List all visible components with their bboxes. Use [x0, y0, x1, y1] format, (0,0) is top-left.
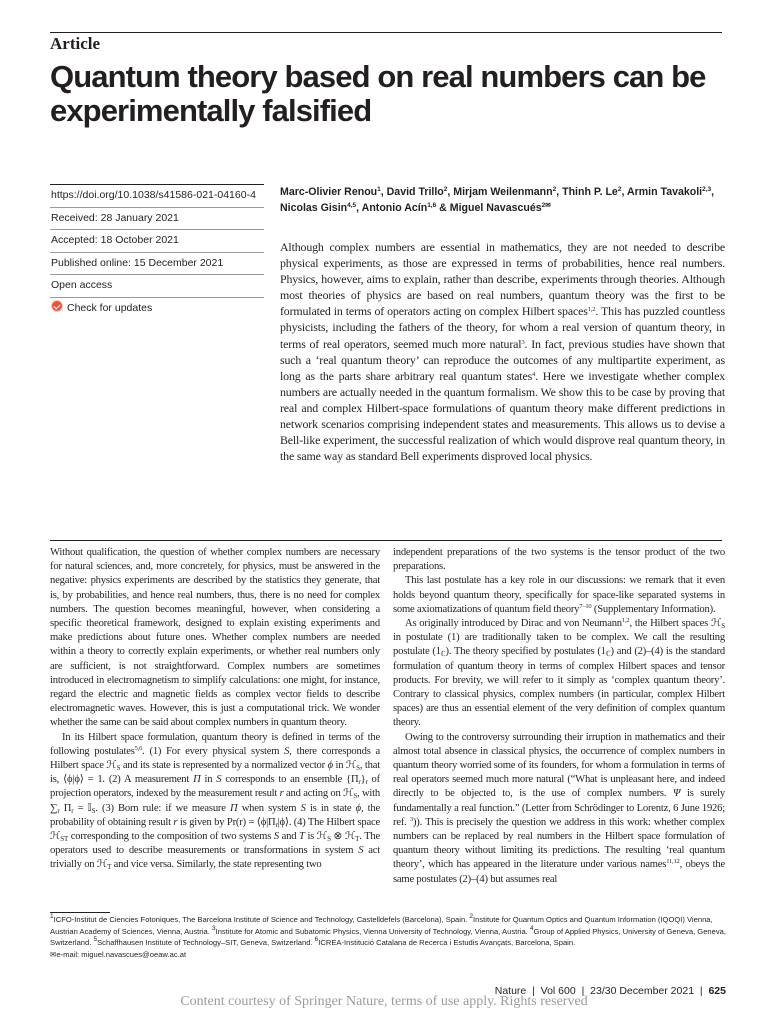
- check-for-updates-label: Check for updates: [67, 301, 153, 314]
- body-column-left: [50, 546, 380, 873]
- citation-marker[interactable]: 5,6: [134, 744, 143, 752]
- footer-separator: |: [532, 985, 535, 997]
- email-icon: ✉: [50, 949, 57, 959]
- citation-marker[interactable]: 3: [409, 815, 413, 823]
- accepted-date: Accepted: 18 October 2021: [50, 229, 264, 252]
- issue-date: 23/30 December 2021: [590, 985, 695, 997]
- courtesy-watermark: Content courtesy of Springer Nature, terms of use apply. Rights reserved: [180, 994, 588, 1009]
- author-affiliation-marker: 2: [552, 186, 557, 193]
- author-name[interactable]: Miguel Navascués: [449, 201, 542, 214]
- received-date: Received: 28 January 2021: [50, 207, 264, 230]
- citation-marker[interactable]: 11,12: [666, 858, 680, 866]
- top-rule: [50, 32, 722, 33]
- citation-marker[interactable]: 3: [521, 338, 525, 346]
- abstract-text: . Here we investigate whether complex numbers are actually needed in the quantum formalism. We show this to be case by proving that real and complex Hilbert-space formulations of quantum theory make different predictions in network scenarios comprising independent states and measurements. This allows us to devise a Bell-like experiment, the successful realization of which would disprove real quantum theory, in the same way as standard Bell experiments disproved local physics.: [280, 368, 725, 464]
- citation-marker[interactable]: 7–10: [579, 602, 592, 610]
- body-paragraph: independent preparations of the two systems is the tensor product of the two preparations.: [393, 547, 725, 573]
- open-access-label: Open access: [50, 274, 264, 297]
- abstract-text: . In fact, previous studies have shown that such a ‘real quantum theory’ can reproduce the outcomes of any multipartite experiment, as long as the parts share arbitrary real quantum states: [280, 336, 725, 383]
- abstract: [280, 239, 725, 464]
- body-paragraph: As originally introduced by Dirac and von Neumann$^{1,2}$, the Hilbert spaces ℋ$_S$ in postulate (1) are traditionally taken to be complex. We call the resulting postulate $(1_ℂ)$. The theory specified by postulates $(1_ℂ)$ and (2)–(4) is the standard formulation of quantum theory in terms of complex Hilbert spaces and tensor products. For brevity, we will refer to it simply as ‘complex quantum theory’. Contrary to classical physics, complex numbers (in particular, complex Hilbert spaces) are thus an essential element of the very definition of complex quantum theory.: [393, 617, 725, 729]
- body-paragraph: This last postulate has a key role in our discussions: we remark that it even holds beyond quantum theory, specifically for space-like separated systems in some axiomatizations of quantum field theory$^{7-10}$ (Supplementary Information).: [393, 575, 725, 615]
- footnote-rule: [50, 912, 110, 913]
- check-for-updates-link[interactable]: [50, 297, 264, 320]
- affiliations: [50, 914, 730, 960]
- article-title: Quantum theory based on real numbers can be experimentally falsified: [50, 59, 706, 128]
- footer-separator: |: [581, 985, 585, 997]
- author-affiliation-marker: 2✉: [541, 201, 551, 209]
- footer-separator: |: [699, 985, 703, 997]
- author-name[interactable]: Marc-Olivier Renou: [280, 186, 378, 198]
- body-paragraph: Without qualification, the question of whether complex numbers are necessary for natural sciences, and, more concretely, for physics, must be answered in the negative: physics experiments are described by the statistics they generate, that is, by probabilities, and hence real numbers, thus, there is no need for complex numbers. The question becomes meaningful, however, when considering a specific theoretical framework, designed to explain existing experiments and make predictions about future ones. Whether complex numbers are needed within a theory to correctly explain experiments, or whether real numbers only are sufficient, is not straightforward. Complex numbers are sometimes introduced in electromagnetism to simplify calculations: one might, for instance, regard the electric and magnetic fields as complex vector fields to describe electromagnetic waves. However, this is just a computational trick. We wonder whether the same can be said about complex numbers in quantum theory.: [50, 547, 380, 729]
- citation-marker[interactable]: 4: [532, 370, 536, 378]
- page-number: 625: [708, 985, 726, 997]
- body-paragraph: Owing to the controversy surrounding their irruption in mathematics and their almost total absence in classical physics, the occurrence of complex numbers in quantum theory worried some of its founders, for whom a formulation in terms of real operators seemed much more natural (“What is unpleasant here, and indeed directly to be objected to, is the use of complex numbers. Ψ is surely fundamentally a real function.” (Letter from Schrödinger to Lorentz, 6 June 1926; ref. $^3$)). This is precisely the question we address in this work: whether complex numbers can be replaced by real numbers in the Hilbert space formulation of quantum theory without limiting its predictions. The resulting ‘real quantum theory’, which has appeared in the literature under various names$^{11,12}$, obeys the same postulates (2)–(4) but assumes real: [393, 731, 725, 885]
- author-affiliation-marker: 2: [617, 186, 622, 193]
- body-column-right: [393, 546, 725, 887]
- author-name[interactable]: Mirjam Weilenmann: [453, 186, 553, 198]
- article-metadata: [50, 184, 264, 320]
- journal-volume: Vol 600: [540, 985, 576, 997]
- author-name[interactable]: David Trillo: [386, 186, 444, 198]
- body-paragraph: In its Hilbert space formulation, quantum theory is defined in terms of the following postulates$^{5,6}$. (1) For every physical system S, there corresponds a Hilbert space ℋ$_S$ and its state is represented by a normalized vector ϕ in ℋ$_S$, that is, ⟨ϕ|ϕ⟩ = 1. (2) A measurement Π in S corresponds to an ensemble $\{\Pi_r\}_r$ of projection operators, indexed by the measurement result r and acting on ℋ$_S$, with $\sum_r$ $\Pi_r$ = 𝕀$_S$. (3) Born rule: if we measure Π when system S is in state ϕ, the probability of obtaining result r is given by $Pr(r) = ⟨\phi|\Pi_r|\phi⟩$. (4) The Hilbert space ℋ$_{ST}$ corresponding to the composition of two systems S and T is ℋ$_S$ ⊗ ℋ$_T$. The operators used to describe measurements or transformations in system S act trivially on ℋ$_T$ and vice versa. Similarly, the state representing two: [50, 731, 381, 872]
- abstract-text: . This has puzzled countless physicists, including the fathers of the theory, for whom a real version of quantum theory, in terms of real operators, seemed much more natural: [280, 304, 725, 351]
- corresponding-email[interactable]: ✉e-mail: miguel.navascues@oeaw.ac.at: [50, 949, 187, 959]
- citation-marker[interactable]: 1,2: [621, 617, 630, 625]
- author-name[interactable]: Antonio Acín: [361, 201, 428, 214]
- author-affiliation-marker: 2,3: [702, 186, 712, 193]
- author-name[interactable]: Armin Tavakoli: [626, 186, 703, 198]
- author-affiliation-marker: 1,6: [427, 201, 437, 209]
- abstract-text: Although complex numbers are essential in mathematics, they are not needed to describe physical experiments, as those are expressed in terms of probabilities, hence real numbers. Physics, however, aims to explain, rather than describe, experiments through theories. Although most theories of physics are based on real numbers, quantum theory was the first to be formulated in terms of operators acting on complex Hilbert spaces: [280, 240, 725, 319]
- affiliation-list: $^1$ICFO-Institut de Ciencies Fotoniques, The Barcelona Institute of Science and Technology, Castelldefels (Barcelona), Spain. $^2$Institute for Quantum Optics and Quantum Information (IQOQI) Vienna, Austrian Academy of Sciences, Vienna, Austria. $^3$Institute for Atomic and Subatomic Physics, Vienna University of Technology, Vienna, Austria. $^4$Group of Applied Physics, University of Geneva, Geneva, Switzerland. $^5$Schaffhausen Institute of Technology–SIT, Geneva, Switzerland. $^6$ICREA-Institució Catalana de Recerca i Estudis Avançats, Barcelona, Spain.: [50, 913, 727, 947]
- published-date: Published online: 15 December 2021: [50, 252, 264, 275]
- author-list: Marc-Olivier Renou$^1$, David Trillo$^2$, Mirjam Weilenmann$^2$, Thinh P. Le$^2$, Armin Tavakoli$^{2,3}$, Nicolas Gisin$^{4,5}$, Antonio Acín$^{1,6}$ & Miguel Navascués$^{2✉}$: [280, 186, 715, 214]
- author-name[interactable]: Nicolas Gisin: [280, 201, 348, 214]
- doi-link[interactable]: https://doi.org/10.1038/s41586-021-04160-4: [50, 184, 264, 207]
- citation-marker[interactable]: 1,2: [587, 306, 596, 314]
- article-type-label: Article: [50, 34, 101, 53]
- check-updates-icon: [51, 300, 63, 312]
- section-divider: [50, 540, 722, 541]
- author-affiliation-marker: 4,5: [347, 201, 357, 209]
- author-affiliation-marker: 2: [443, 186, 448, 193]
- author-affiliation-marker: 1: [377, 186, 381, 193]
- journal-name: Nature: [494, 985, 527, 997]
- author-name[interactable]: Thinh P. Le: [562, 186, 618, 198]
